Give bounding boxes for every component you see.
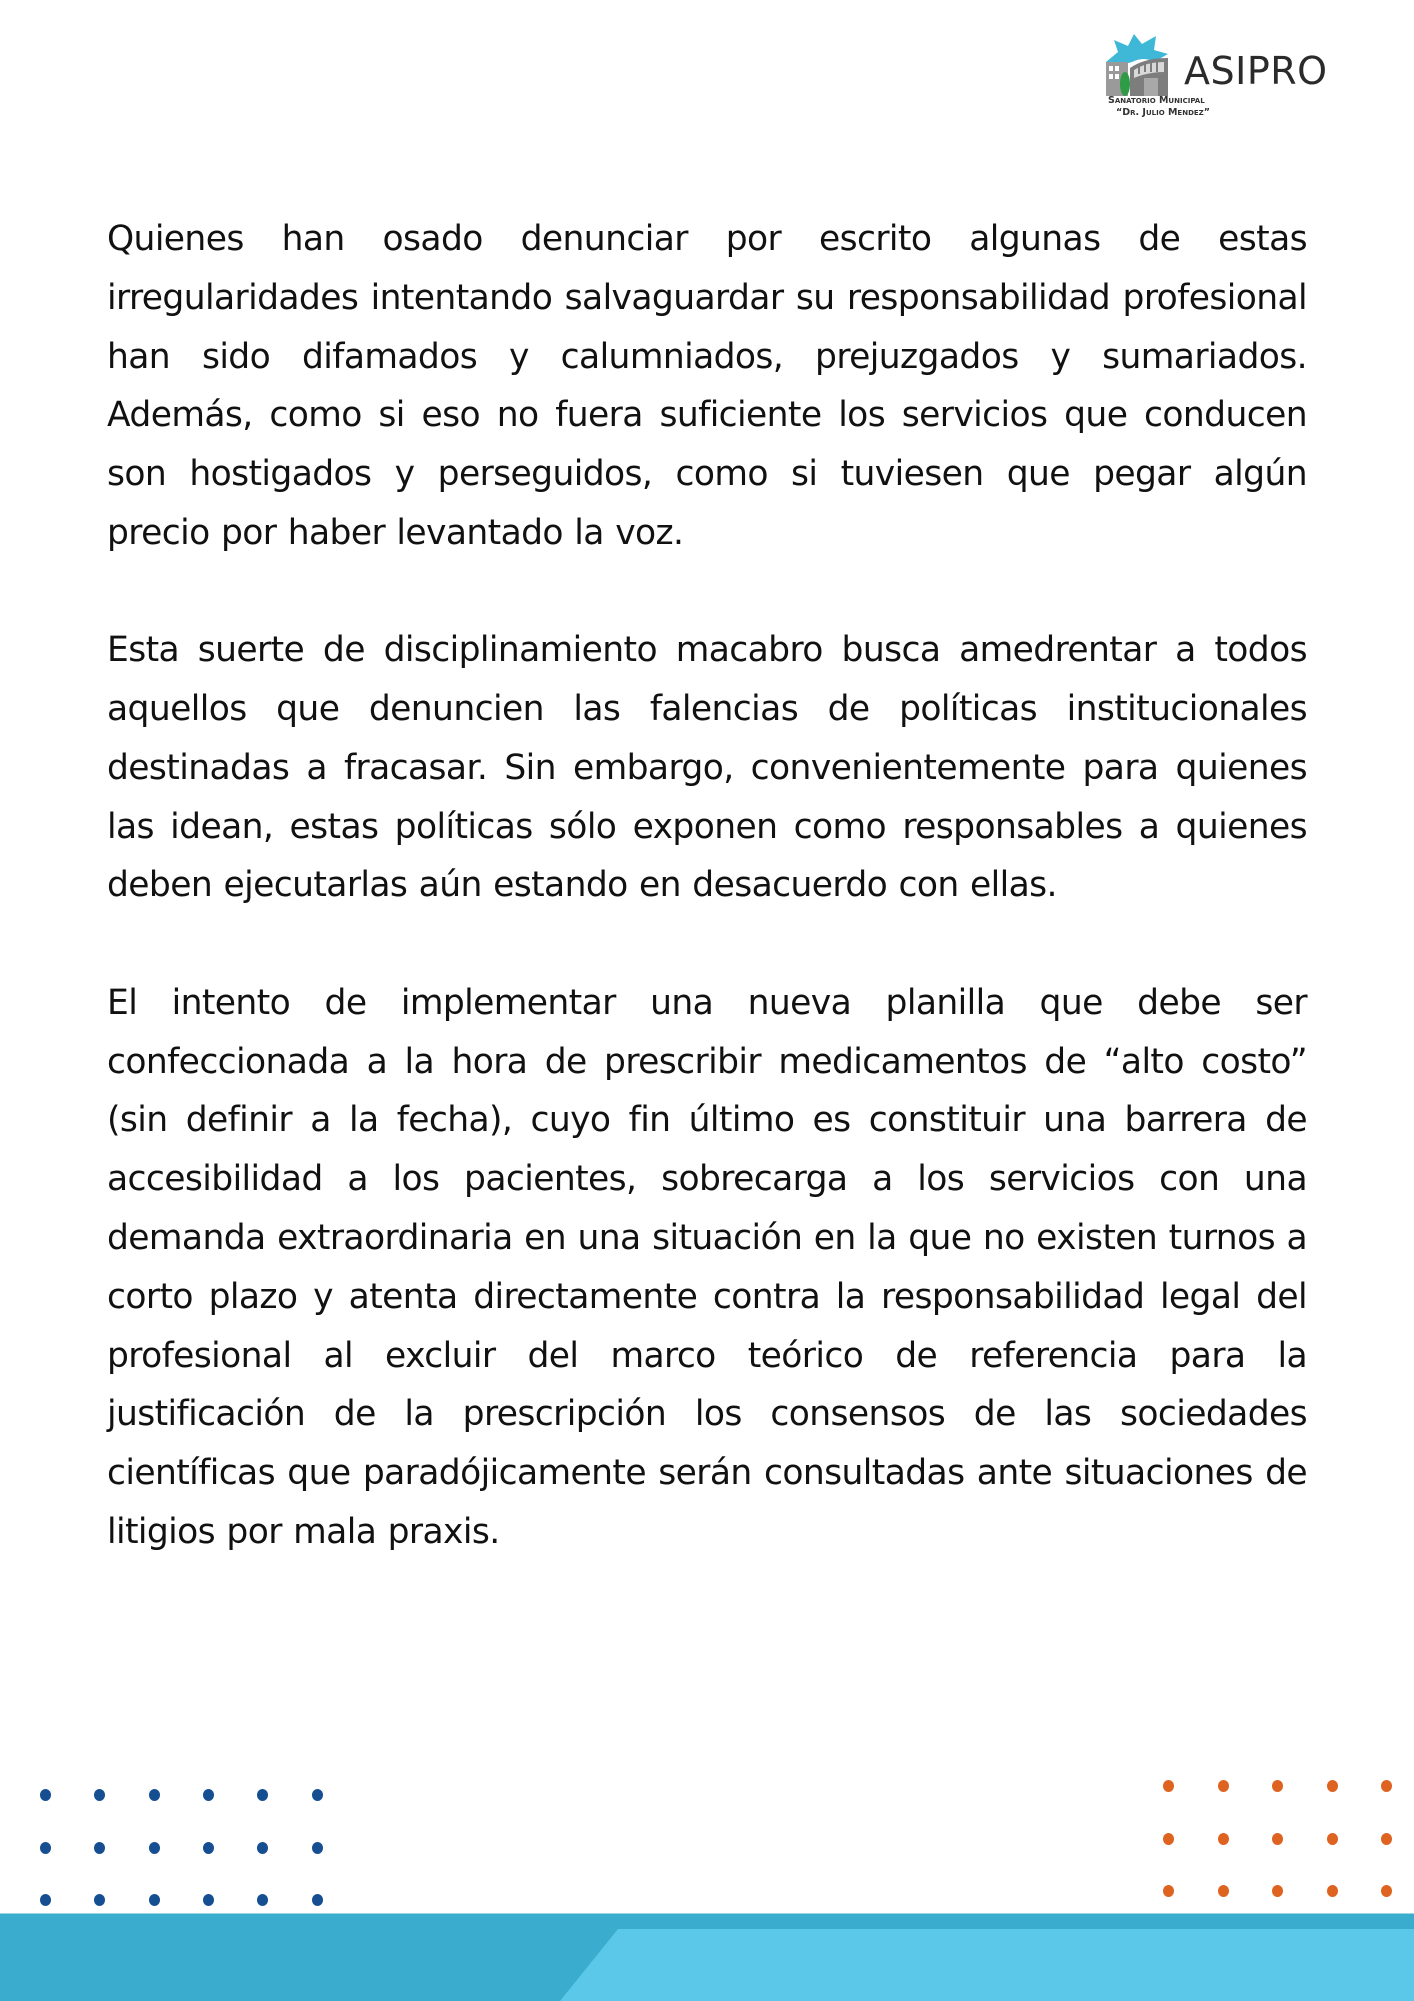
asipro-logo [1104,32,1328,124]
decorative-dot [40,1894,51,1906]
paragraph-3: El intento de implementar una nueva planilla que debe ser confeccionada a la hora de prescribir medicamentos de “alto costo” (sin definir a la fecha), cuyo fin último es constituir una barrera de accesibilidad a los pacientes, sobrecarga a los servicios con una demanda extraordinaria en una situación en la que no existen turnos a corto plazo y atenta directamente contra la responsabilidad legal del profesional al excluir del marco teórico de referencia para la justificación de la prescripción los consensos de las sociedades científicas que paradójicamente serán consultadas ante situaciones de litigios por mala praxis. [107,982,1307,1552]
decorative-dot [40,1789,51,1801]
document-body [107,210,1307,1620]
decorative-dot [257,1894,268,1906]
decorative-dot [1272,1780,1283,1792]
decorative-dot [1218,1833,1229,1845]
decorative-dot [94,1789,105,1801]
decorative-dot [312,1789,323,1801]
logo-name: ASIPRO [1184,49,1328,93]
logo-subtitle-line2: “Dr. Julio Mendez” [1116,107,1210,118]
decorative-dot [1327,1833,1338,1845]
decorative-dot [1163,1780,1174,1792]
footer-band [0,1913,1414,2001]
decorative-dot [1272,1833,1283,1845]
paragraph-2: Esta suerte de disciplinamiento macabro busca amedrentar a todos aquellos que denuncien las falencias de políticas institucionales destinadas a fracasar. Sin embargo, convenientemente para quienes las idean, estas políticas sólo exponen como responsables a quienes deben ejecutarlas aún estando en desacuerdo con ellas. [107,630,1307,906]
logo-subtitle-line1: Sanatorio Municipal [1108,95,1205,106]
decorative-dot [94,1894,105,1906]
decorative-dot [1163,1833,1174,1845]
decorative-dot [312,1894,323,1906]
decorative-dot [94,1842,105,1854]
decorative-dot [257,1789,268,1801]
decorative-dot [203,1842,214,1854]
decorative-dot [312,1842,323,1854]
decorative-dot [1381,1833,1392,1845]
decorative-dot [1327,1885,1338,1897]
decorative-dot [1218,1780,1229,1792]
decorative-dot [149,1789,160,1801]
building-logo-icon [1104,32,1184,98]
decorative-dot [149,1842,160,1854]
decorative-dot [203,1789,214,1801]
footer-accent-shape [0,1929,1414,2001]
decorative-dot [1327,1780,1338,1792]
decorative-dot [1163,1885,1174,1897]
decorative-dot [1218,1885,1229,1897]
decorative-dot [203,1894,214,1906]
paragraph-1: Quienes han osado denunciar por escrito algunas de estas irregularidades intentando salvaguardar su responsabilidad profesional han sido difamados y calumniados, prejuzgados y sumariados. Además, como si eso no fuera suficiente los servicios que conducen son hostigados y perseguidos, como si tuviesen que pegar algún precio por haber levantado la voz. [107,219,1307,553]
decorative-dot [1381,1780,1392,1792]
decorative-dot [1381,1885,1392,1897]
decorative-dot [149,1894,160,1906]
decorative-dot [1272,1885,1283,1897]
decorative-dot [257,1842,268,1854]
decorative-dot [40,1842,51,1854]
